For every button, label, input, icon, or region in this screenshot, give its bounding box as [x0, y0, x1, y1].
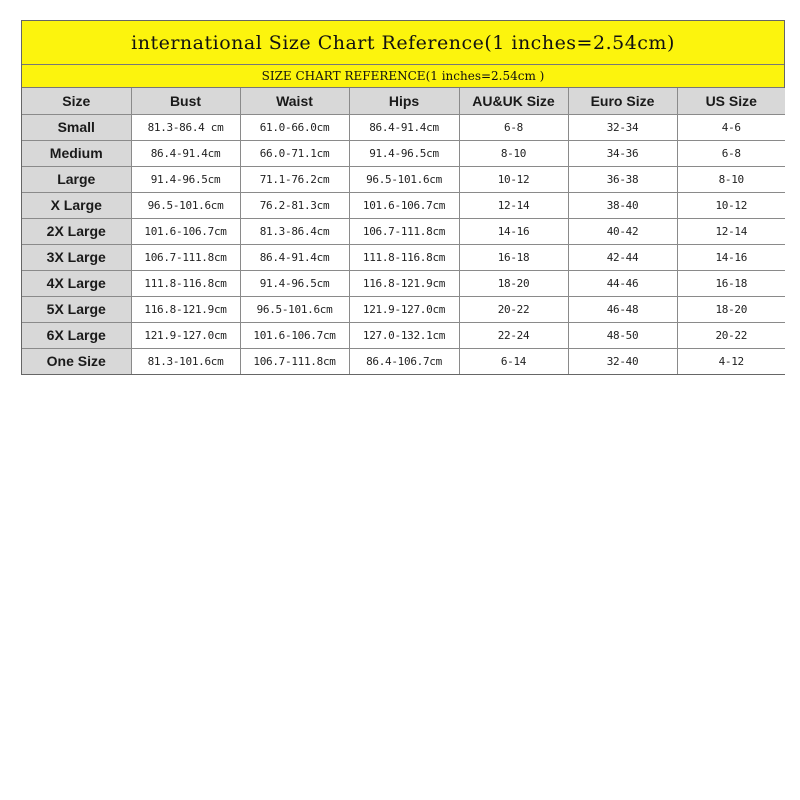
table-row	[22, 166, 785, 192]
header-row	[22, 88, 785, 114]
waist-cell: 61.0-66.0cm	[240, 114, 349, 140]
au-uk-size-cell: 12-14	[459, 192, 568, 218]
column-header-waist: Waist	[240, 88, 349, 114]
bust-cell: 121.9-127.0cm	[131, 322, 240, 348]
waist-cell: 81.3-86.4cm	[240, 218, 349, 244]
table-row	[22, 140, 785, 166]
size-label: 3X Large	[22, 244, 131, 270]
hips-cell: 101.6-106.7cm	[349, 192, 459, 218]
us-size-cell: 10-12	[677, 192, 785, 218]
hips-cell: 86.4-106.7cm	[349, 348, 459, 374]
us-size-cell: 4-12	[677, 348, 785, 374]
waist-cell: 86.4-91.4cm	[240, 244, 349, 270]
bust-cell: 81.3-101.6cm	[131, 348, 240, 374]
size-label: 2X Large	[22, 218, 131, 244]
table-row	[22, 296, 785, 322]
size-label: 5X Large	[22, 296, 131, 322]
bust-cell: 116.8-121.9cm	[131, 296, 240, 322]
hips-cell: 127.0-132.1cm	[349, 322, 459, 348]
au-uk-size-cell: 6-8	[459, 114, 568, 140]
euro-size-cell: 48-50	[568, 322, 677, 348]
size-label: 4X Large	[22, 270, 131, 296]
table-row	[22, 244, 785, 270]
table-row	[22, 270, 785, 296]
hips-cell: 121.9-127.0cm	[349, 296, 459, 322]
euro-size-cell: 36-38	[568, 166, 677, 192]
euro-size-cell: 34-36	[568, 140, 677, 166]
column-header-us-size: US Size	[677, 88, 785, 114]
us-size-cell: 8-10	[677, 166, 785, 192]
waist-cell: 96.5-101.6cm	[240, 296, 349, 322]
euro-size-cell: 46-48	[568, 296, 677, 322]
size-label: Medium	[22, 140, 131, 166]
size-label: Large	[22, 166, 131, 192]
au-uk-size-cell: 8-10	[459, 140, 568, 166]
table-row	[22, 114, 785, 140]
bust-cell: 91.4-96.5cm	[131, 166, 240, 192]
us-size-cell: 4-6	[677, 114, 785, 140]
waist-cell: 71.1-76.2cm	[240, 166, 349, 192]
bust-cell: 81.3-86.4 cm	[131, 114, 240, 140]
euro-size-cell: 38-40	[568, 192, 677, 218]
table-row	[22, 192, 785, 218]
au-uk-size-cell: 16-18	[459, 244, 568, 270]
bust-cell: 86.4-91.4cm	[131, 140, 240, 166]
euro-size-cell: 32-34	[568, 114, 677, 140]
table-row	[22, 348, 785, 374]
column-header-bust: Bust	[131, 88, 240, 114]
hips-cell: 91.4-96.5cm	[349, 140, 459, 166]
au-uk-size-cell: 20-22	[459, 296, 568, 322]
size-label: X Large	[22, 192, 131, 218]
us-size-cell: 14-16	[677, 244, 785, 270]
table-row	[22, 218, 785, 244]
size-table	[22, 88, 785, 374]
hips-cell: 96.5-101.6cm	[349, 166, 459, 192]
us-size-cell: 12-14	[677, 218, 785, 244]
us-size-cell: 6-8	[677, 140, 785, 166]
size-label: Small	[22, 114, 131, 140]
au-uk-size-cell: 6-14	[459, 348, 568, 374]
au-uk-size-cell: 14-16	[459, 218, 568, 244]
waist-cell: 66.0-71.1cm	[240, 140, 349, 166]
euro-size-cell: 42-44	[568, 244, 677, 270]
bust-cell: 106.7-111.8cm	[131, 244, 240, 270]
hips-cell: 116.8-121.9cm	[349, 270, 459, 296]
hips-cell: 106.7-111.8cm	[349, 218, 459, 244]
au-uk-size-cell: 22-24	[459, 322, 568, 348]
bust-cell: 101.6-106.7cm	[131, 218, 240, 244]
bust-cell: 96.5-101.6cm	[131, 192, 240, 218]
waist-cell: 101.6-106.7cm	[240, 322, 349, 348]
us-size-cell: 20-22	[677, 322, 785, 348]
table-row	[22, 322, 785, 348]
waist-cell: 76.2-81.3cm	[240, 192, 349, 218]
us-size-cell: 16-18	[677, 270, 785, 296]
column-header-hips: Hips	[349, 88, 459, 114]
size-label: One Size	[22, 348, 131, 374]
size-chart	[21, 20, 785, 375]
waist-cell: 91.4-96.5cm	[240, 270, 349, 296]
au-uk-size-cell: 18-20	[459, 270, 568, 296]
chart-title: international Size Chart Reference(1 inches=2.54cm)	[22, 21, 784, 65]
hips-cell: 111.8-116.8cm	[349, 244, 459, 270]
waist-cell: 106.7-111.8cm	[240, 348, 349, 374]
us-size-cell: 18-20	[677, 296, 785, 322]
au-uk-size-cell: 10-12	[459, 166, 568, 192]
euro-size-cell: 40-42	[568, 218, 677, 244]
column-header-au-uk-size: AU&UK Size	[459, 88, 568, 114]
bust-cell: 111.8-116.8cm	[131, 270, 240, 296]
size-label: 6X Large	[22, 322, 131, 348]
hips-cell: 86.4-91.4cm	[349, 114, 459, 140]
column-header-euro-size: Euro Size	[568, 88, 677, 114]
euro-size-cell: 44-46	[568, 270, 677, 296]
column-header-size: Size	[22, 88, 131, 114]
euro-size-cell: 32-40	[568, 348, 677, 374]
chart-subtitle: SIZE CHART REFERENCE(1 inches=2.54cm )	[22, 65, 784, 88]
